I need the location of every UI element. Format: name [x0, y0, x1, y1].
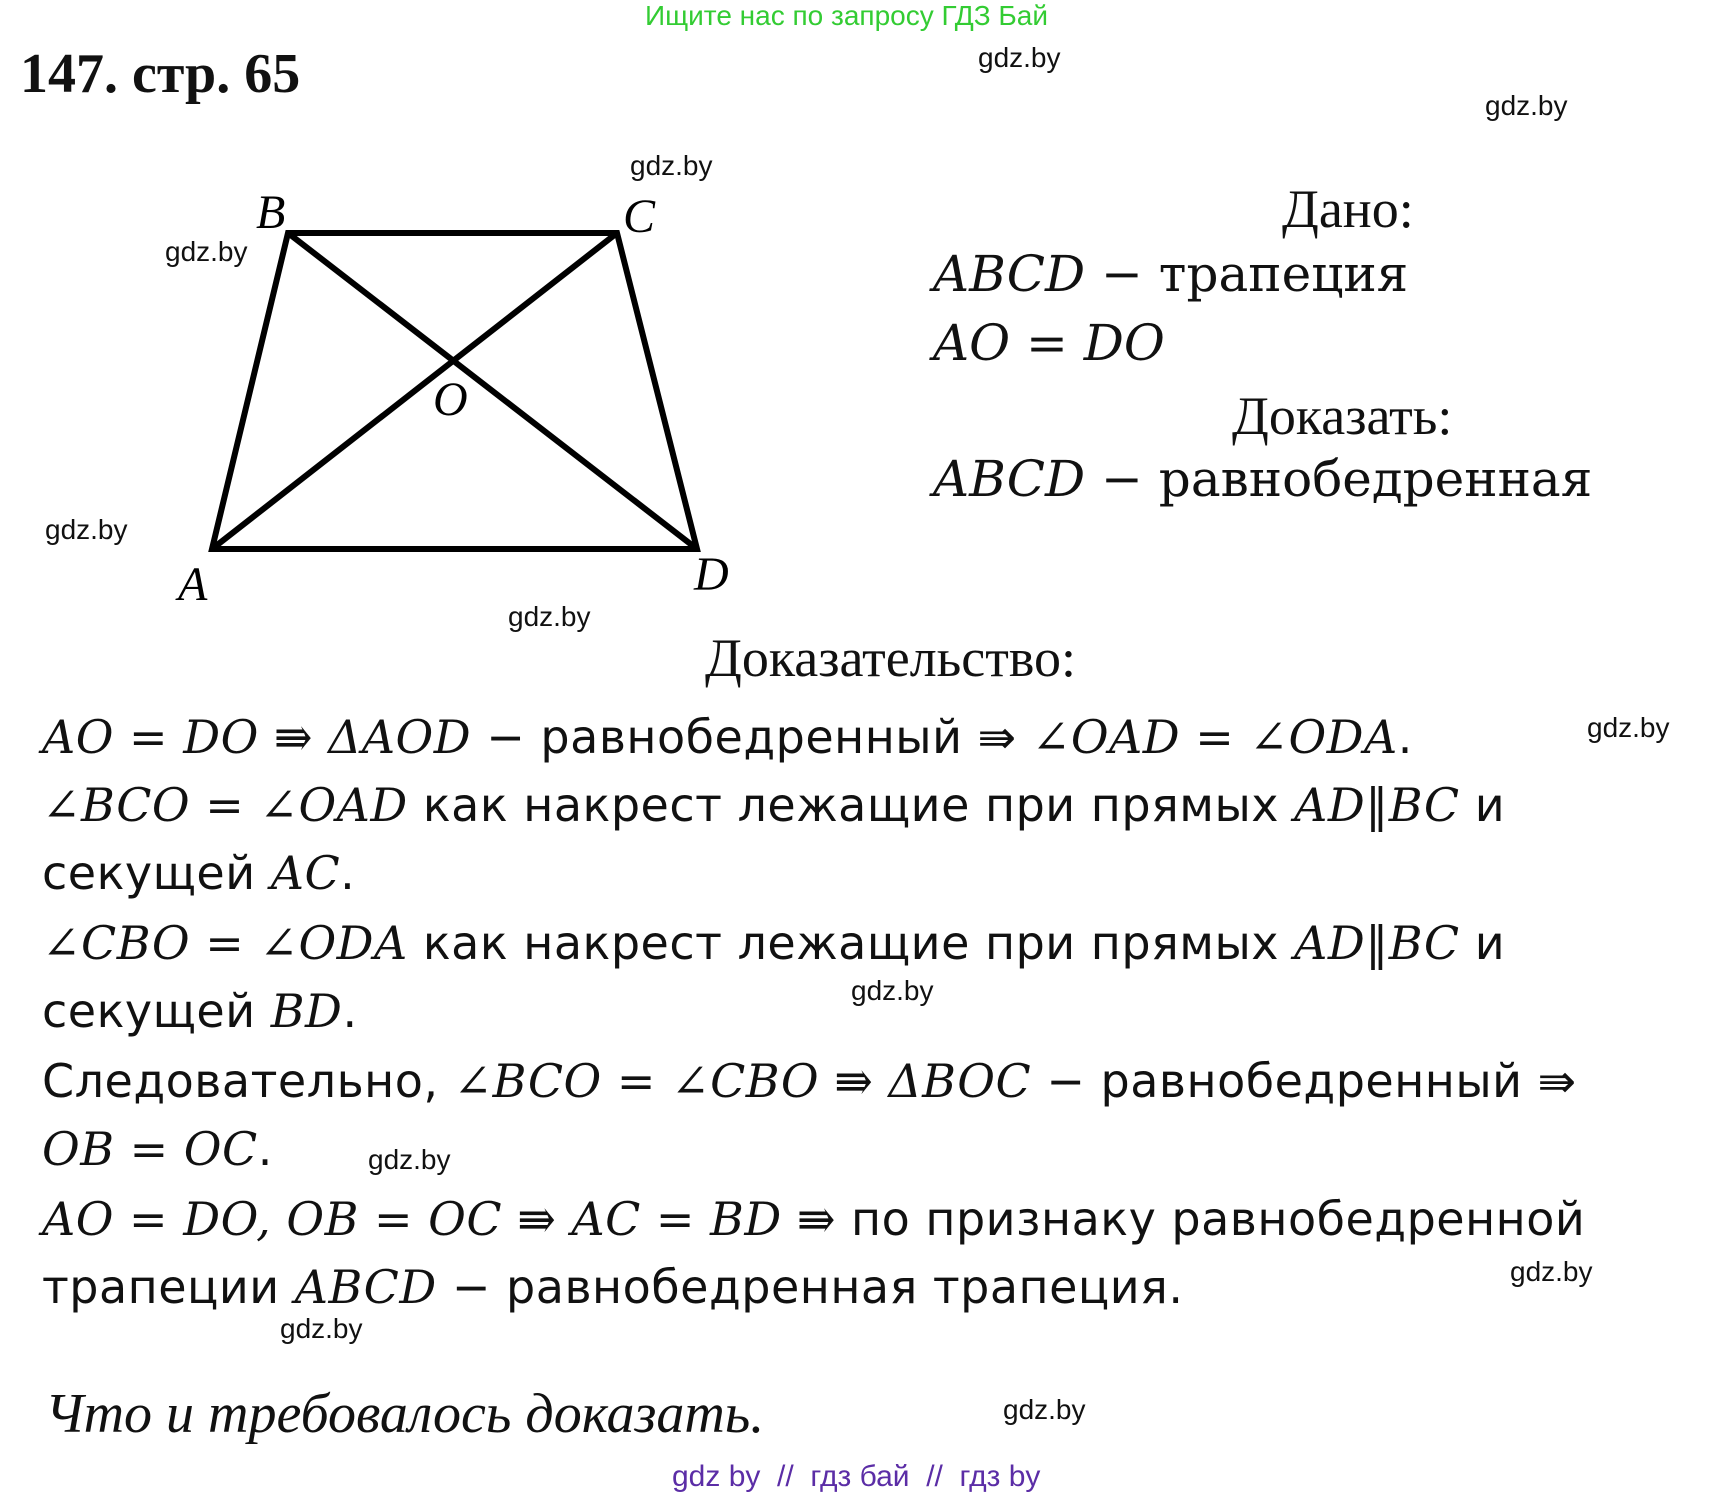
proof-line: [42, 1260, 1183, 1314]
proof-text: .: [342, 984, 358, 1038]
given-text: − трапеция: [1085, 245, 1409, 303]
proof-line: [42, 916, 1505, 970]
proof-text: .: [1397, 710, 1413, 764]
prove-math: ABCD: [933, 450, 1086, 508]
given-math: ABCD: [933, 245, 1086, 303]
proof-text: и: [1459, 916, 1506, 970]
watermark: gdz.by: [630, 150, 713, 181]
proof-text: Следовательно,: [42, 1054, 454, 1108]
watermark: gdz.by: [45, 514, 128, 545]
proof-line: [42, 846, 355, 900]
watermark: gdz.by: [1587, 712, 1670, 743]
diagonal-bd: [288, 233, 697, 549]
proof-math: OB = OC: [42, 1122, 258, 1176]
proof-text: как накрест лежащие при прямых: [407, 778, 1295, 832]
prove-line: [933, 450, 1592, 508]
vertex-label-a: A: [178, 558, 208, 611]
watermark: gdz.by: [851, 975, 934, 1006]
watermark: gdz.by: [1485, 90, 1568, 121]
watermark: gdz.by: [165, 236, 248, 267]
proof-math: AD‖BC: [1294, 778, 1460, 832]
proof-math: ∠OAD = ∠ODA: [1031, 710, 1398, 764]
vertex-label-o: O: [433, 373, 468, 426]
proof-math: ∠BCO = ∠OAD: [42, 778, 408, 832]
proof-text: .: [340, 846, 356, 900]
given-math: AO = DO: [933, 314, 1165, 372]
proof-line: [42, 1122, 273, 1176]
search-banner[interactable]: Ищите нас по запросу ГДЗ Бай: [645, 0, 1049, 31]
proof-math: ∠CBO = ∠ODA: [42, 916, 408, 970]
proof-line: [42, 778, 1505, 832]
watermark: gdz.by: [978, 42, 1061, 73]
proof-math: AO = DO ⇛ ΔAOD: [42, 710, 472, 764]
proof-math: AO = DO, OB = OC ⇛ AC = BD ⇛: [42, 1192, 836, 1246]
vertex-label-c: C: [623, 190, 656, 243]
proof-math: ∠BCO = ∠CBO ⇛ ΔBOC: [453, 1054, 1032, 1108]
proof-text: − равнобедренный ⇛: [1031, 1054, 1577, 1108]
proof-text: секущей: [42, 984, 271, 1038]
trapezoid-figure: [0, 0, 780, 640]
proof-text: − равнобедренная трапеция.: [436, 1260, 1184, 1314]
proof-line: [42, 1192, 1585, 1246]
page-title: 147. стр. 65: [20, 43, 301, 105]
given-line-trapezoid: [933, 245, 1408, 303]
proof-math: BD: [270, 984, 343, 1038]
proof-conclusion: Что и требовалось доказать.: [45, 1383, 765, 1445]
proof-text: .: [257, 1122, 273, 1176]
watermark: gdz.by: [368, 1144, 451, 1175]
footer-links[interactable]: gdz by // гдз бай // гдз by: [672, 1460, 1041, 1493]
vertex-label-d: D: [694, 548, 729, 601]
given-heading: Дано:: [1282, 179, 1414, 239]
proof-math: ABCD: [294, 1260, 437, 1314]
proof-text: как накрест лежащие при прямых: [407, 916, 1295, 970]
prove-heading: Доказать:: [1232, 386, 1453, 446]
prove-text: − равнобедренная: [1085, 450, 1593, 508]
proof-math: AD‖BC: [1294, 916, 1460, 970]
proof-text: по признаку равнобедренной: [835, 1192, 1586, 1246]
proof-line: [42, 1054, 1577, 1108]
proof-text: − равнобедренный ⇛: [471, 710, 1032, 764]
vertex-label-b: B: [256, 186, 286, 239]
proof-text: трапеции: [42, 1260, 295, 1314]
proof-text: секущей: [42, 846, 271, 900]
watermark: gdz.by: [1510, 1256, 1593, 1287]
proof-line: [42, 710, 1413, 764]
given-line-equal: [933, 314, 1165, 372]
watermark: gdz.by: [508, 601, 591, 632]
watermark: gdz.by: [1003, 1394, 1086, 1425]
proof-heading: Доказательство:: [705, 628, 1076, 688]
watermark: gdz.by: [280, 1313, 363, 1344]
proof-math: AC: [270, 846, 341, 900]
proof-text: и: [1459, 778, 1506, 832]
diagonal-ac: [212, 233, 617, 549]
proof-line: [42, 984, 358, 1038]
